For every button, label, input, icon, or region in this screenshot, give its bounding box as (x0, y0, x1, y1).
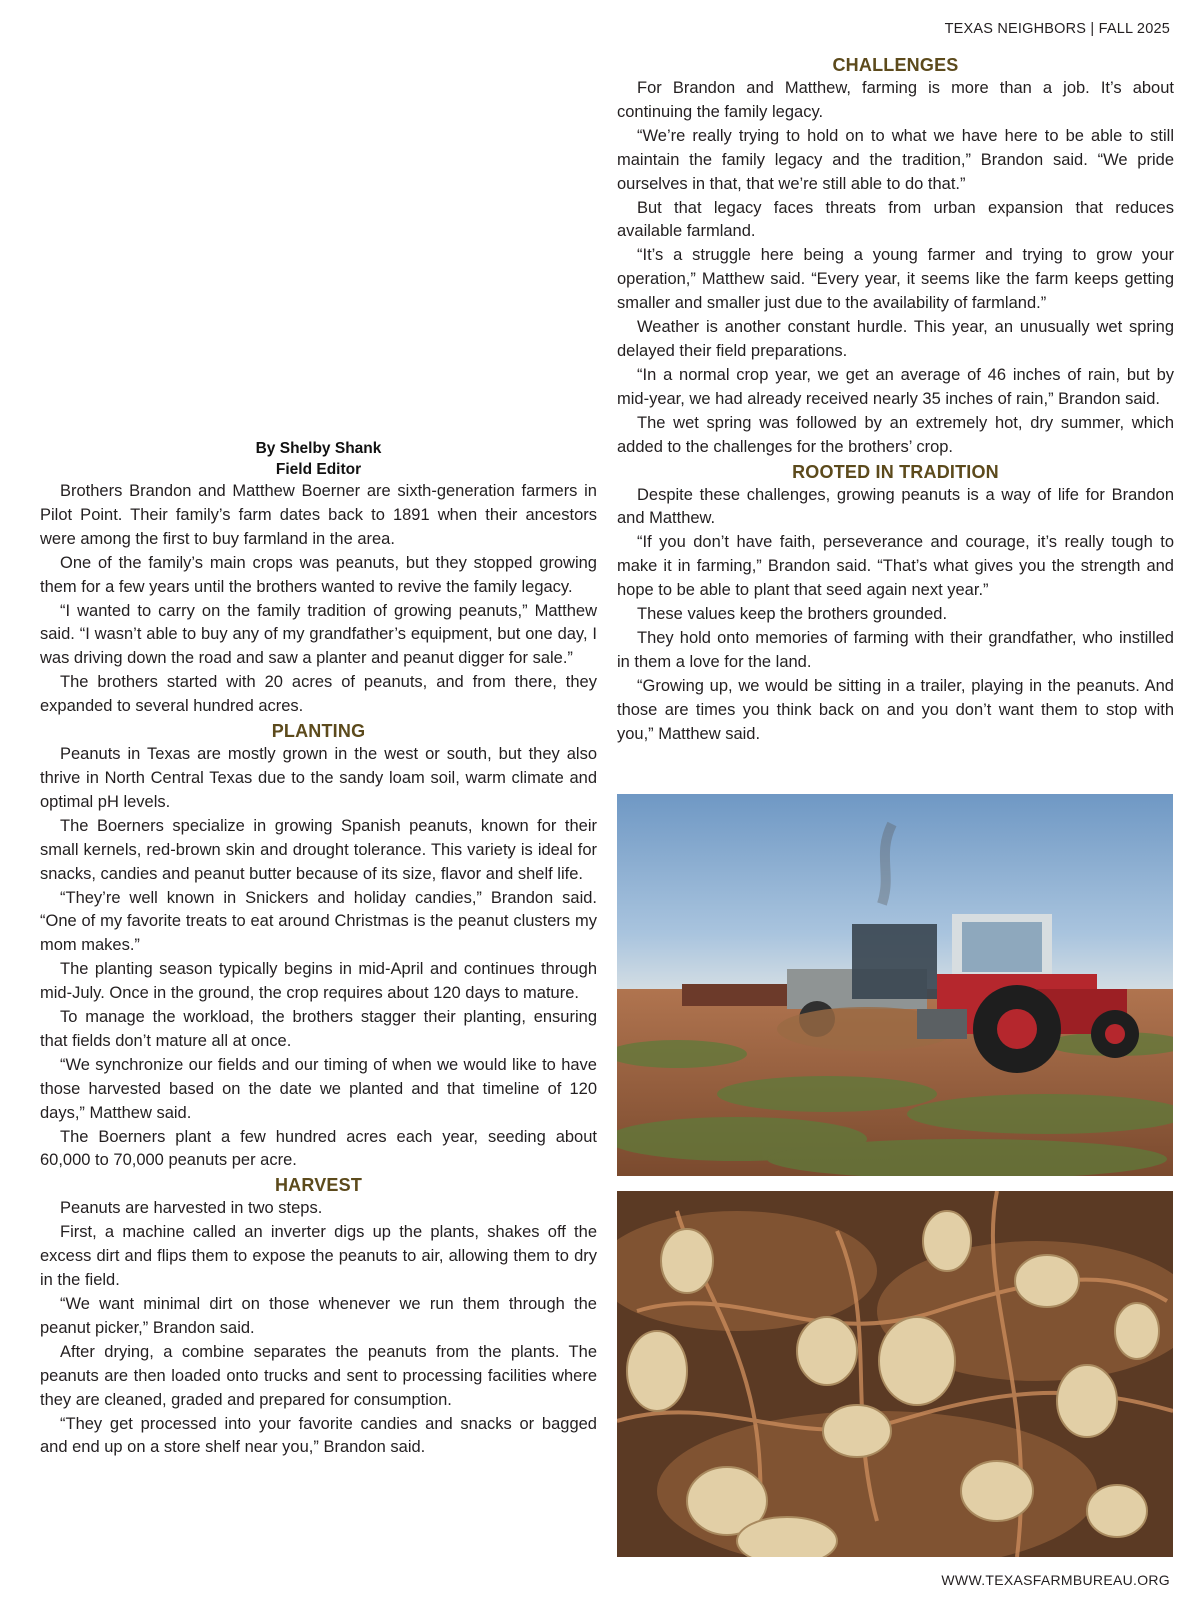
paragraph: “They’re well known in Snickers and holiday candies,” Brandon said. “One of my favorite treats to eat around Christmas is the peanut clusters my mom makes.” (40, 888, 597, 955)
paragraph: Weather is another constant hurdle. This year, an unusually wet spring delayed their field preparations. (617, 318, 1174, 360)
section-heading-planting: PLANTING (271, 721, 366, 742)
paragraph: After drying, a combine separates the peanuts from the plants. The peanuts are then loaded onto trucks and sent to processing facilities where they are cleaned, graded and prepared for consumption. (40, 1342, 597, 1409)
paragraph: The wet spring was followed by an extremely hot, dry summer, which added to the challenges for the brothers’ crop. (617, 413, 1174, 456)
issue-header: TEXAS NEIGHBORS | FALL 2025 (944, 21, 1170, 37)
paragraph: “Growing up, we would be sitting in a trailer, playing in the peanuts. And those are times you think back on and you don’t want them to stop with you,” Matthew said. (617, 676, 1174, 743)
paragraph: They hold onto memories of farming with their grandfather, who instilled in them a love for the land. (617, 628, 1174, 671)
paragraph: The brothers started with 20 acres of peanuts, and from there, they expanded to several hundred acres. (40, 673, 597, 716)
paragraph: “We want minimal dirt on those whenever we run them through the peanut picker,” Brandon said. (40, 1295, 597, 1337)
paragraph: “It’s a struggle here being a young farmer and trying to grow your operation,” Matthew said. “Every year, it seems like the farm keeps getting smaller and smaller just due to the availability of farmland.” (617, 246, 1174, 313)
paragraph: For Brandon and Matthew, farming is more than a job. It’s about continuing the family legacy. (617, 79, 1174, 121)
paragraph: “They get processed into your favorite candies and snacks or bagged and end up on a store shelf near you,” Brandon said. (40, 1414, 597, 1457)
paragraph: These values keep the brothers grounded. (637, 605, 948, 624)
tractor-photo (617, 794, 1173, 1176)
section-heading-harvest: HARVEST (274, 1175, 363, 1196)
byline-author: By Shelby Shank (255, 440, 382, 457)
peanuts-photo (617, 1191, 1173, 1557)
section-heading-challenges: CHALLENGES (832, 55, 959, 75)
paragraph: One of the family’s main crops was peanuts, but they stopped growing them for a few years until the brothers wanted to revive the family legacy. (40, 553, 597, 596)
paragraph: The Boerners plant a few hundred acres each year, seeding about 60,000 to 70,000 peanuts per acre. (40, 1127, 597, 1170)
paragraph: The planting season typically begins in mid-April and continues through mid-July. Once in the ground, the crop requires about 120 days to mature. (40, 960, 597, 1003)
section-heading-rooted-in-tradition: ROOTED IN TRADITION (792, 461, 999, 482)
paragraph: First, a machine called an inverter digs up the plants, shakes off the excess dirt and flips them to expose the peanuts to air, allowing them to dry in the field. (40, 1223, 597, 1290)
paragraph: Peanuts in Texas are mostly grown in the west or south, but they also thrive in North Central Texas due to the sandy loam soil, warm climate and optimal pH levels. (40, 745, 597, 811)
right-column (617, 53, 1174, 746)
paragraph: Despite these challenges, growing peanuts is a way of life for Brandon and Matthew. (617, 485, 1174, 528)
paragraph: “In a normal crop year, we get an average of 46 inches of rain, but by mid-year, we had already received nearly 35 inches of rain,” Brandon said. (617, 365, 1174, 408)
byline-title: Field Editor (275, 461, 362, 478)
footer-url: WWW.TEXASFARMBUREAU.ORG (941, 1572, 1170, 1588)
paragraph: “We’re really trying to hold on to what we have here to be able to still maintain the family legacy and the tradition,” Brandon said. “We pride ourselves in that, that we’re still able to do that.” (617, 126, 1174, 193)
paragraph: “If you don’t have faith, perseverance and courage, it’s really tough to make it in farming,” Brandon said. “That’s what gives you the strength and hope to be able to plant that seed again next year.” (617, 533, 1174, 600)
paragraph: The Boerners specialize in growing Spanish peanuts, known for their small kernels, red-brown skin and drought tolerance. This variety is ideal for snacks, candies and peanut butter because of its size, flavor and shelf life. (40, 816, 597, 883)
left-column (40, 438, 597, 1460)
byline (40, 438, 597, 480)
paragraph: “I wanted to carry on the family tradition of growing peanuts,” Matthew said. “I wasn’t able to buy any of my grandfather’s equipment, but one day, I was driving down the road and saw a planter and peanut digger for sale.” (40, 601, 597, 668)
paragraph: Brothers Brandon and Matthew Boerner are sixth-generation farmers in Pilot Point. Their family’s farm dates back to 1891 when their ancestors were among the first to buy farmland in the area. (40, 482, 597, 548)
paragraph: But that legacy faces threats from urban expansion that reduces available farmland. (617, 198, 1174, 241)
paragraph: Peanuts are harvested in two steps. (60, 1199, 323, 1218)
paragraph: To manage the workload, the brothers stagger their planting, ensuring that fields don’t mature all at once. (40, 1008, 597, 1050)
paragraph: “We synchronize our fields and our timing of when we would like to have those harvested based on the date we planted and that timeline of 120 days,” Matthew said. (40, 1055, 597, 1122)
